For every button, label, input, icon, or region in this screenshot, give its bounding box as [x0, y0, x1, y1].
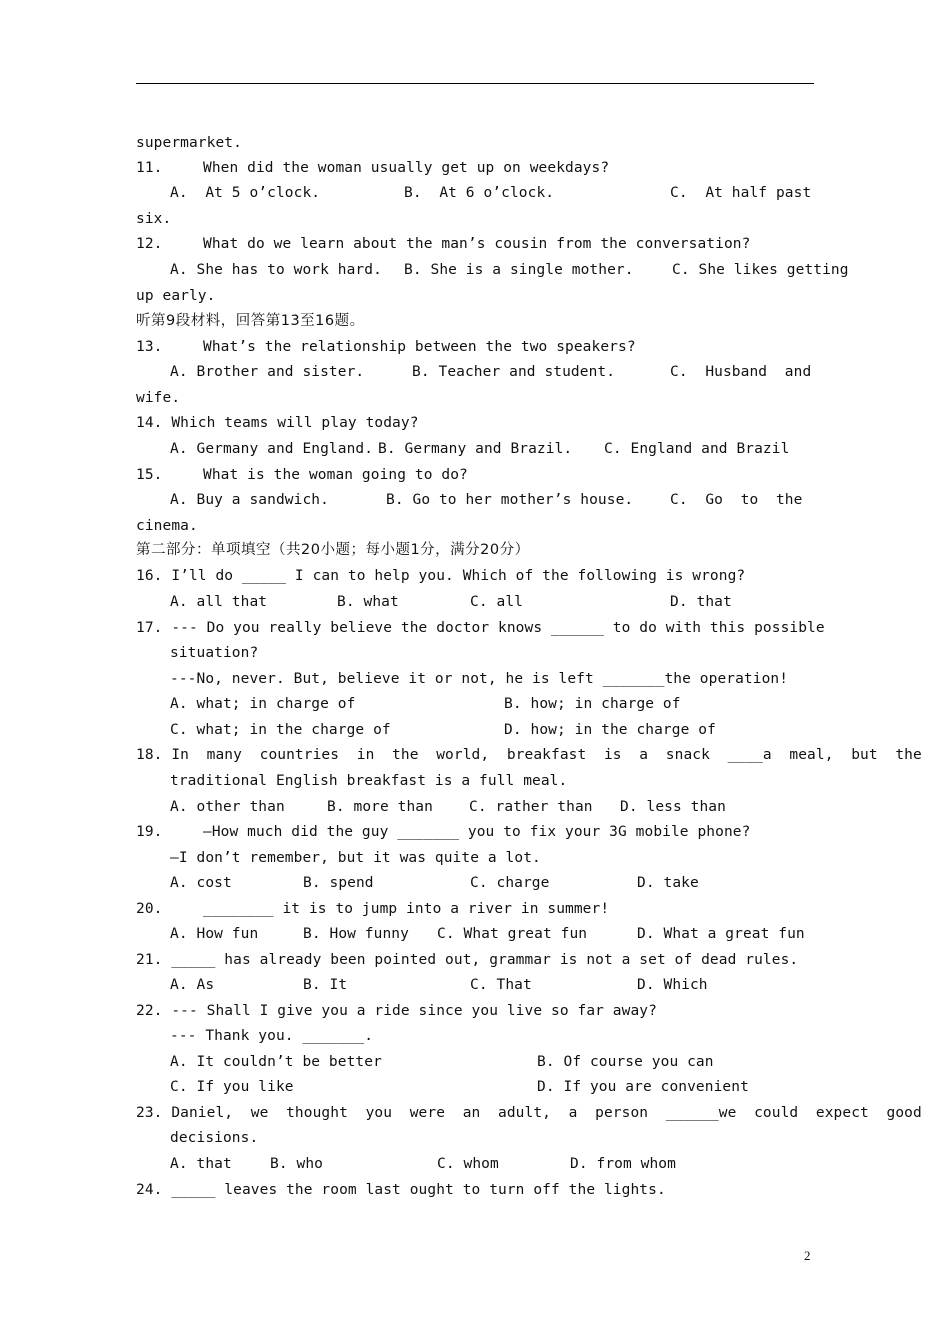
question-text: —How much did the guy _______ you to fix your 3G mobile phone?: [203, 824, 751, 840]
option-b: B. Teacher and student.: [412, 364, 616, 380]
question-text: 21. _____ has already been pointed out, grammar is not a set of dead rules.: [136, 952, 799, 968]
option-c: C. all: [470, 594, 523, 610]
option-d: D. that: [670, 594, 732, 610]
option-b: B. Germany and Brazil.: [378, 441, 573, 457]
option-b: B. what: [337, 594, 399, 610]
option-a: A. It couldn’t be better: [170, 1054, 382, 1070]
option-continuation: cinema.: [136, 518, 198, 534]
option-a: A. that: [170, 1156, 232, 1172]
option-b: B. At 6 o’clock.: [404, 185, 555, 201]
option-d: D. take: [637, 875, 699, 891]
question-text: 18. In many countries in the world, breakfast is a snack ____a meal, but the: [136, 747, 922, 763]
option-d: D. Which: [637, 977, 708, 993]
question-response: —I don’t remember, but it was quite a lot.: [170, 850, 541, 866]
question-text-continued: traditional English breakfast is a full meal.: [170, 773, 568, 789]
option-d: D. how; in the charge of: [504, 722, 716, 738]
option-c: C. what; in the charge of: [170, 722, 391, 738]
question-number: 11.: [136, 160, 163, 176]
option-b: B. She is a single mother.: [404, 262, 634, 278]
option-c: C. What great fun: [437, 926, 588, 942]
option-a: A. cost: [170, 875, 232, 891]
question-number: 12.: [136, 236, 163, 252]
header-rule: [136, 83, 814, 84]
option-b: B. more than: [327, 799, 433, 815]
option-d: D. from whom: [570, 1156, 676, 1172]
option-c: C. charge: [470, 875, 550, 891]
question-text: 14. Which teams will play today?: [136, 415, 419, 431]
option-b: B. Of course you can: [537, 1054, 714, 1070]
option-b: B. How funny: [303, 926, 409, 942]
question-text: What’s the relationship between the two speakers?: [203, 339, 636, 355]
option-c: C. England and Brazil: [604, 441, 790, 457]
question-number: 13.: [136, 339, 163, 355]
option-continuation: up early.: [136, 288, 216, 304]
option-c: C. rather than: [469, 799, 593, 815]
question-text: What is the woman going to do?: [203, 467, 468, 483]
option-c: C. Husband and: [670, 364, 812, 380]
section-title: 第二部分：单项填空（共20小题；每小题1分，满分20分）: [136, 542, 530, 558]
question-number: 15.: [136, 467, 163, 483]
option-a: A. what; in charge of: [170, 696, 356, 712]
option-a: A. Germany and England.: [170, 441, 374, 457]
question-text: What do we learn about the man’s cousin from the conversation?: [203, 236, 751, 252]
option-c: C. At half past: [670, 185, 812, 201]
question-text: 22. --- Shall I give you a ride since you live so far away?: [136, 1003, 657, 1019]
option-c: C. She likes getting: [672, 262, 849, 278]
question-number: 20.: [136, 901, 163, 917]
question-text: ________ it is to jump into a river in summer!: [203, 901, 610, 917]
option-b: B. It: [303, 977, 348, 993]
option-b: B. who: [270, 1156, 323, 1172]
option-b: B. spend: [303, 875, 374, 891]
option-a: A. Brother and sister.: [170, 364, 365, 380]
option-c: C. That: [470, 977, 532, 993]
question-text: 23. Daniel, we thought you were an adult, a person ______we could expect good: [136, 1105, 922, 1121]
question-response: ---No, never. But, believe it or not, he is left _______the operation!: [170, 671, 789, 687]
option-continuation: wife.: [136, 390, 181, 406]
option-d: D. What a great fun: [637, 926, 805, 942]
question-number: 19.: [136, 824, 163, 840]
question-text-continued: decisions.: [170, 1130, 259, 1146]
option-d: D. less than: [620, 799, 726, 815]
question-text-continued: situation?: [170, 645, 259, 661]
question-text: When did the woman usually get up on weekdays?: [203, 160, 610, 176]
option-a: A. She has to work hard.: [170, 262, 382, 278]
option-c: C. If you like: [170, 1079, 294, 1095]
option-a: A. As: [170, 977, 215, 993]
option-b: B. how; in charge of: [504, 696, 681, 712]
continuation-text: supermarket.: [136, 135, 242, 151]
option-continuation: six.: [136, 211, 172, 227]
question-text: 24. _____ leaves the room last ought to turn off the lights.: [136, 1182, 666, 1198]
question-response: --- Thank you. _______.: [170, 1028, 374, 1044]
option-a: A. How fun: [170, 926, 259, 942]
question-text: 16. I’ll do _____ I can to help you. Which of the following is wrong?: [136, 568, 746, 584]
option-a: A. other than: [170, 799, 285, 815]
section-intro: 听第9段材料，回答第13至16题。: [136, 313, 365, 329]
option-a: A. Buy a sandwich.: [170, 492, 329, 508]
option-a: A. all that: [170, 594, 268, 610]
option-a: A. At 5 o’clock.: [170, 185, 321, 201]
option-c: C. Go to the: [670, 492, 803, 508]
page-number: 2: [804, 1248, 811, 1263]
option-b: B. Go to her mother’s house.: [386, 492, 634, 508]
option-d: D. If you are convenient: [537, 1079, 749, 1095]
option-c: C. whom: [437, 1156, 499, 1172]
question-text: 17. --- Do you really believe the doctor knows ______ to do with this possible: [136, 620, 825, 636]
